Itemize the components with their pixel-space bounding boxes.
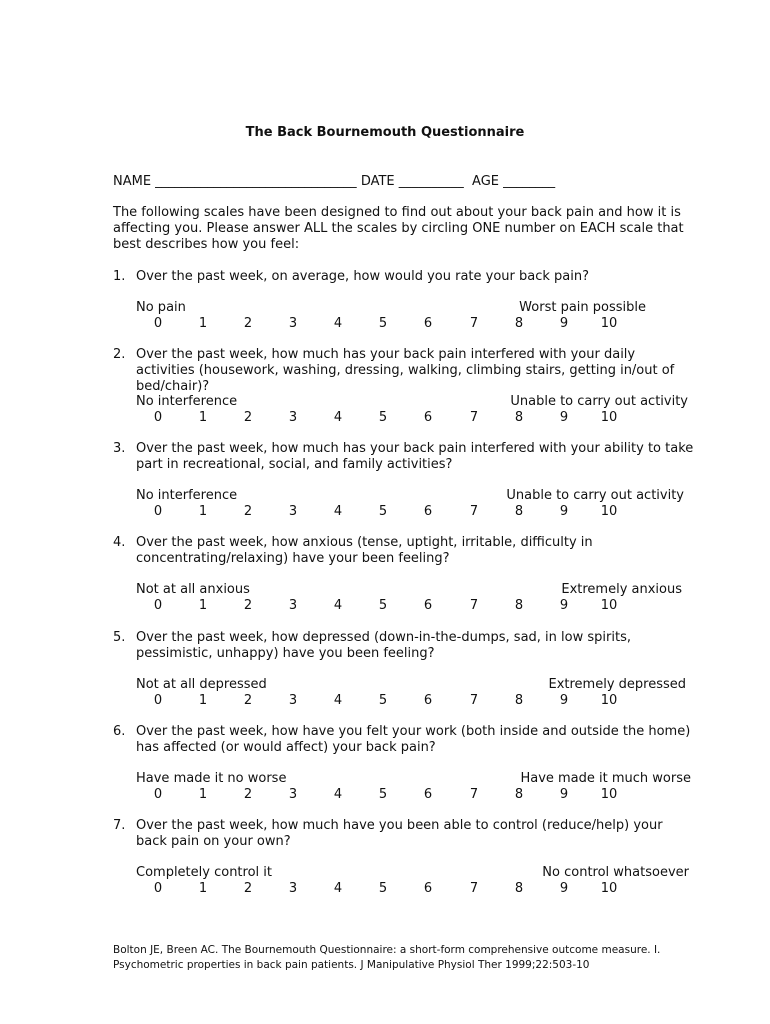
rating-scale [136,693,656,709]
scale-option-7[interactable]: 7 [469,598,479,613]
scale-option-4[interactable]: 4 [333,316,343,331]
scale-option-10[interactable]: 10 [600,881,618,896]
scale-option-3[interactable]: 3 [288,881,298,896]
page-title: The Back Bournemouth Questionnaire [245,125,525,140]
scale-option-0[interactable]: 0 [153,693,163,708]
scale-option-1[interactable]: 1 [198,504,208,519]
scale-option-6[interactable]: 6 [423,881,433,896]
scale-option-2[interactable]: 2 [243,693,253,708]
scale-option-6[interactable]: 6 [423,693,433,708]
scale-anchors [136,865,689,881]
rating-scale [136,316,656,332]
rating-scale [136,598,656,614]
scale-option-0[interactable]: 0 [153,598,163,613]
scale-option-9[interactable]: 9 [559,787,569,802]
scale-option-1[interactable]: 1 [198,693,208,708]
question-number: 6. [113,724,126,739]
scale-option-3[interactable]: 3 [288,598,298,613]
scale-option-7[interactable]: 7 [469,504,479,519]
scale-option-10[interactable]: 10 [600,316,618,331]
scale-option-5[interactable]: 5 [378,316,388,331]
scale-low-label: Completely control it [136,865,272,880]
scale-option-1[interactable]: 1 [198,410,208,425]
rating-scale [136,881,656,897]
scale-option-6[interactable]: 6 [423,787,433,802]
scale-option-8[interactable]: 8 [514,504,524,519]
instructions: The following scales have been designed to find out about your back pain and how it is affecting you. Please answer ALL the scales by circling ONE number on EACH scale that best describes how you feel: [113,205,684,252]
scale-anchors [136,677,686,693]
question-number: 7. [113,818,126,833]
scale-option-6[interactable]: 6 [423,598,433,613]
scale-high-label: Have made it much worse [520,771,691,786]
scale-option-7[interactable]: 7 [469,410,479,425]
scale-option-10[interactable]: 10 [600,410,618,425]
scale-option-7[interactable]: 7 [469,316,479,331]
scale-high-label: Extremely anxious [561,582,682,597]
scale-option-9[interactable]: 9 [559,410,569,425]
scale-option-0[interactable]: 0 [153,881,163,896]
scale-option-7[interactable]: 7 [469,787,479,802]
rating-scale [136,504,656,520]
scale-option-4[interactable]: 4 [333,693,343,708]
scale-option-3[interactable]: 3 [288,504,298,519]
question-text: Over the past week, how much have you been able to control (reduce/help) your back pain on your own? [136,818,663,849]
question-text: Over the past week, how much has your back pain interfered with your daily activities (housework, washing, dressing, walking, climbing stairs, getting in/out of bed/chair)? [136,347,675,394]
scale-low-label: No interference [136,394,238,409]
scale-option-6[interactable]: 6 [423,410,433,425]
question-number: 4. [113,535,126,550]
scale-anchors [136,582,682,598]
scale-option-5[interactable]: 5 [378,787,388,802]
rating-scale [136,787,656,803]
scale-option-4[interactable]: 4 [333,881,343,896]
scale-high-label: Unable to carry out activity [506,488,684,503]
scale-option-8[interactable]: 8 [514,787,524,802]
scale-option-4[interactable]: 4 [333,598,343,613]
scale-option-4[interactable]: 4 [333,787,343,802]
scale-option-3[interactable]: 3 [288,316,298,331]
scale-high-label: No control whatsoever [542,865,689,880]
scale-high-label: Worst pain possible [519,300,646,315]
question-text: Over the past week, how have you felt your work (both inside and outside the home) has affected (or would affect) your back pain? [136,724,691,755]
scale-option-4[interactable]: 4 [333,410,343,425]
scale-option-10[interactable]: 10 [600,598,618,613]
scale-option-8[interactable]: 8 [514,881,524,896]
reference-citation: Bolton JE, Breen AC. The Bournemouth Questionnaire: a short-form comprehensive outcome measure. I. Psychometric properties in back pain patients. J Manipulative Physiol Ther 1999;22:503-10 [113,944,661,971]
scale-option-7[interactable]: 7 [469,693,479,708]
scale-option-8[interactable]: 8 [514,598,524,613]
scale-option-3[interactable]: 3 [288,693,298,708]
scale-option-5[interactable]: 5 [378,504,388,519]
scale-low-label: No pain [136,300,186,315]
scale-option-5[interactable]: 5 [378,881,388,896]
scale-option-7[interactable]: 7 [469,881,479,896]
scale-option-8[interactable]: 8 [514,316,524,331]
question-text: Over the past week, on average, how would you rate your back pain? [136,269,590,284]
scale-option-2[interactable]: 2 [243,598,253,613]
scale-option-2[interactable]: 2 [243,504,253,519]
scale-anchors [136,488,684,504]
scale-option-10[interactable]: 10 [600,693,618,708]
scale-option-5[interactable]: 5 [378,598,388,613]
scale-option-5[interactable]: 5 [378,410,388,425]
scale-option-0[interactable]: 0 [153,410,163,425]
question-text: Over the past week, how anxious (tense, uptight, irritable, difficulty in concentrating/relaxing) have your been feeling? [136,535,593,566]
scale-option-6[interactable]: 6 [423,316,433,331]
scale-high-label: Unable to carry out activity [510,394,688,409]
scale-option-4[interactable]: 4 [333,504,343,519]
rating-scale [136,410,656,426]
name-date-age-line: NAME _______________________________ DATE __________ AGE ________ [113,174,556,189]
scale-option-8[interactable]: 8 [514,410,524,425]
scale-option-9[interactable]: 9 [559,881,569,896]
scale-option-9[interactable]: 9 [559,598,569,613]
scale-low-label: Have made it no worse [136,771,287,786]
question-text: Over the past week, how depressed (down-in-the-dumps, sad, in low spirits, pessimistic, unhappy) have you been feeling? [136,630,631,661]
scale-option-2[interactable]: 2 [243,881,253,896]
scale-option-9[interactable]: 9 [559,693,569,708]
question-number: 5. [113,630,126,645]
scale-option-10[interactable]: 10 [600,504,618,519]
scale-option-3[interactable]: 3 [288,410,298,425]
scale-option-0[interactable]: 0 [153,316,163,331]
scale-high-label: Extremely depressed [548,677,686,692]
scale-low-label: Not at all anxious [136,582,250,597]
scale-anchors [136,394,688,410]
scale-option-2[interactable]: 2 [243,787,253,802]
scale-option-6[interactable]: 6 [423,504,433,519]
scale-option-9[interactable]: 9 [559,316,569,331]
scale-option-1[interactable]: 1 [198,316,208,331]
scale-option-5[interactable]: 5 [378,693,388,708]
scale-option-8[interactable]: 8 [514,693,524,708]
scale-option-2[interactable]: 2 [243,410,253,425]
scale-option-3[interactable]: 3 [288,787,298,802]
question-number: 1. [113,269,126,284]
scale-option-9[interactable]: 9 [559,504,569,519]
scale-option-0[interactable]: 0 [153,504,163,519]
scale-option-10[interactable]: 10 [600,787,618,802]
scale-low-label: Not at all depressed [136,677,267,692]
question-text: Over the past week, how much has your back pain interfered with your ability to take part in recreational, social, and family activities? [136,441,694,472]
scale-low-label: No interference [136,488,238,503]
scale-option-2[interactable]: 2 [243,316,253,331]
scale-option-1[interactable]: 1 [198,598,208,613]
scale-anchors [136,771,691,787]
scale-option-0[interactable]: 0 [153,787,163,802]
scale-option-1[interactable]: 1 [198,787,208,802]
scale-option-1[interactable]: 1 [198,881,208,896]
scale-anchors [136,300,646,316]
question-number: 3. [113,441,126,456]
question-number: 2. [113,347,126,362]
